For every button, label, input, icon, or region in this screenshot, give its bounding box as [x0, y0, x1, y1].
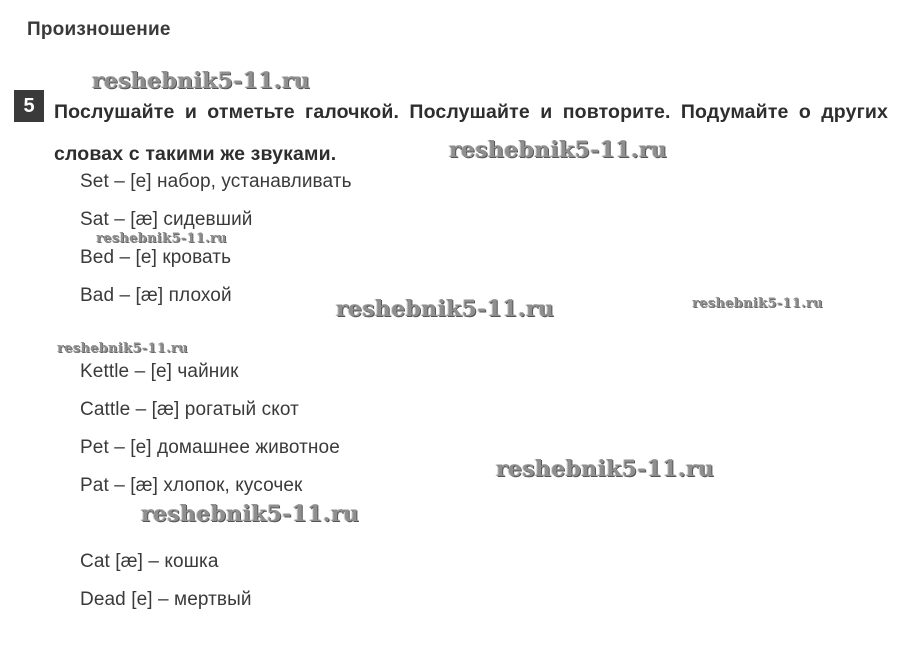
watermark: reshebnik5-11.ru	[692, 296, 823, 311]
watermark: reshebnik5-11.ru	[336, 296, 555, 322]
watermark: reshebnik5-11.ru	[57, 341, 188, 356]
task-instruction: Послушайте и отметьте галочкой. Послушайте и повторите. Подумайте о других словах с такими же звуками.	[54, 101, 888, 165]
watermark: reshebnik5-11.ru	[496, 456, 715, 482]
word-item-bed: Bed – [e] кровать	[80, 247, 232, 268]
word-item-bad: Bad – [æ] плохой	[80, 285, 232, 306]
word-item-set: Set – [e] набор, устанавливать	[80, 171, 352, 192]
word-item-pat: Pat – [æ] хлопок, кусочек	[80, 475, 303, 496]
word-item-cat: Cat [æ] – кошка	[80, 551, 219, 572]
word-item-sat: Sat – [æ] сидевший	[80, 209, 253, 230]
watermark: reshebnik5-11.ru	[449, 137, 668, 163]
section-title: Произношение	[27, 19, 171, 40]
task-number-badge: 5	[14, 90, 44, 122]
word-item-cattle: Cattle – [æ] рогатый скот	[80, 399, 299, 420]
word-item-kettle: Kettle – [e] чайник	[80, 361, 239, 382]
watermark: reshebnik5-11.ru	[92, 68, 311, 94]
word-item-dead: Dead [e] – мертвый	[80, 589, 252, 610]
watermark: reshebnik5-11.ru	[96, 231, 227, 246]
watermark: reshebnik5-11.ru	[141, 501, 360, 527]
word-item-pet: Pet – [e] домашнее животное	[80, 437, 340, 458]
